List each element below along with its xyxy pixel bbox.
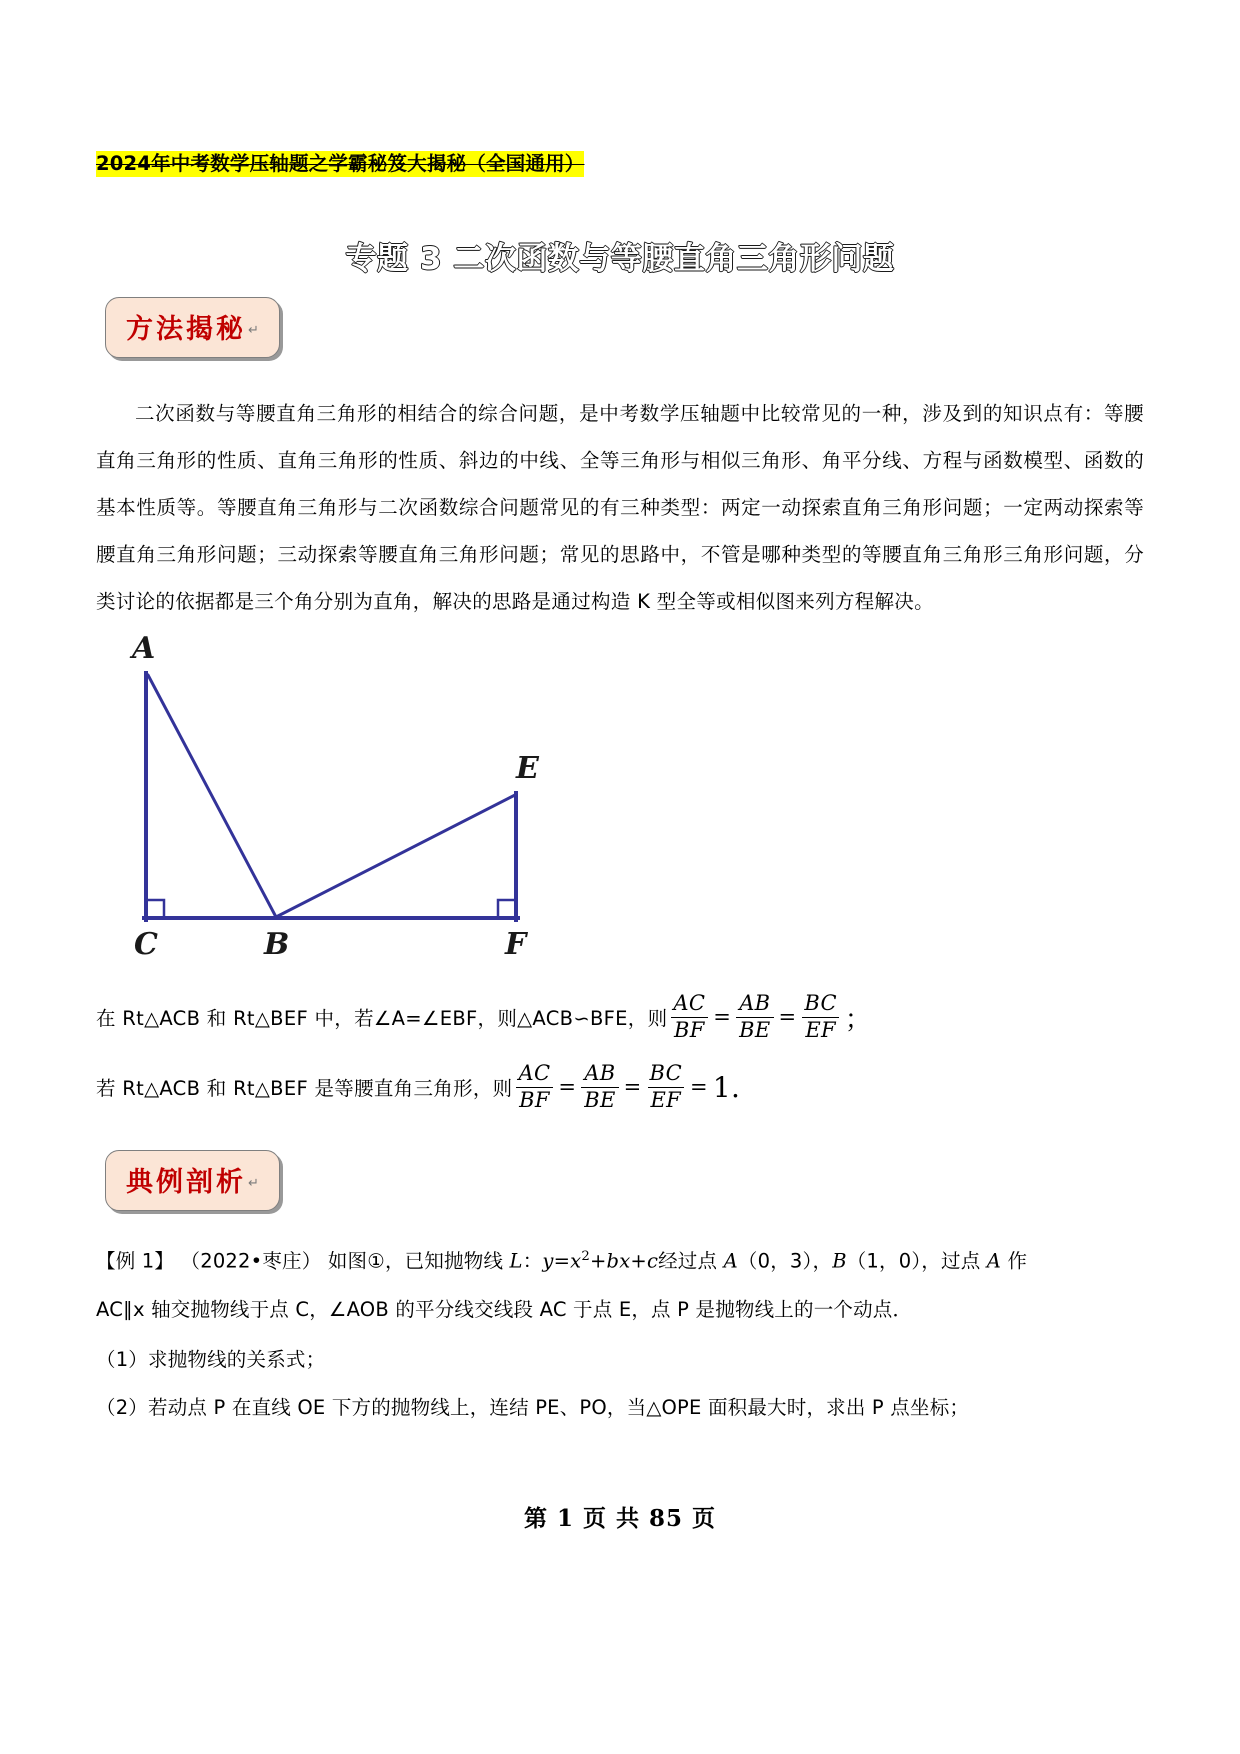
example-text-a: 如图①，已知抛物线: [327, 1249, 510, 1273]
intro-paragraph: 二次函数与等腰直角三角形的相结合的综合问题，是中考数学压轴题中比较常见的一种，涉及到的知识点有：等腰直角三角形的性质、直角三角形的性质、斜边的中线、全等三角形与相似三角形、角平分线、方程与函数模型、函数的基本性质等。等腰直角三角形与二次函数综合问题常见的有三种类型：两定一动探索直角三角形问题；一定两动探索等腰直角三角形问题；三动探索等腰直角三角形问题；常见的思路中，不管是哪种类型的等腰直角三角形三角形问题，分类讨论的依据都是三个角分别为直角，解决的思路是通过构造 K 型全等或相似图来列方程解决。: [96, 401, 1144, 613]
equals-sign: =: [623, 1075, 642, 1100]
example-source: （2022•枣庄）: [180, 1249, 322, 1273]
math-poly-tail: +bx+c: [590, 1249, 659, 1273]
vertex-label-C: C: [134, 927, 158, 958]
fraction-AB-over-BE-2: [581, 1062, 618, 1112]
math-equals: =: [553, 1249, 571, 1273]
vertex-label-B: B: [264, 927, 290, 958]
comma-1: ，: [812, 1249, 833, 1273]
section-heading-examples-label: 典例剖析: [126, 1167, 246, 1198]
segment-BE: [276, 795, 515, 917]
segment-AB: [148, 675, 276, 917]
section-heading-method-label: 方法揭秘: [126, 314, 246, 345]
example-problem-line-1: [96, 1235, 1144, 1284]
ratio-statement-1-suffix: ；: [844, 1004, 872, 1035]
fraction-numerator: BC: [804, 991, 837, 1015]
fraction-AC-over-BF-2: [515, 1062, 553, 1112]
equals-sign: =: [558, 1075, 577, 1100]
math-var-y: y: [542, 1249, 554, 1273]
right-angle-mark-F: [498, 900, 516, 918]
pilcrow-mark: ↵: [248, 323, 259, 338]
fraction-numerator: BC: [649, 1061, 683, 1085]
fraction-BC-over-EF-1: [801, 992, 840, 1042]
equals-sign-final: =: [690, 1075, 708, 1100]
fraction-denominator: BE: [736, 1017, 773, 1043]
example-text-b: 经过点: [658, 1249, 724, 1273]
ratio-statement-2-prefix: 若 Rt△ACB 和 Rt△BEF 是等腰直角三角形，则: [96, 1077, 513, 1101]
fraction-AC-over-BF-1: [670, 992, 708, 1042]
fraction-BC-over-EF-2: [647, 1062, 686, 1112]
math-var-L: L: [509, 1249, 523, 1273]
running-header-text: 2024年中考数学压轴题之学霸秘笈大揭秘（全国通用）: [96, 152, 585, 175]
ratio-statement-1-prefix: 在 Rt△ACB 和 Rt△BEF 中，若∠A=∠EBF，则△ACB∽BFE，则: [96, 1007, 668, 1031]
fraction-denominator: BF: [671, 1017, 708, 1043]
math-point-A2: A: [986, 1249, 1002, 1273]
example-text-d: 作: [1001, 1249, 1028, 1273]
math-var-x: x: [570, 1249, 582, 1273]
right-angle-mark-C: [146, 900, 164, 918]
fraction-AB-over-BE-1: [736, 992, 773, 1042]
fraction-numerator: AC: [518, 1061, 551, 1085]
fraction-numerator: AB: [584, 1061, 616, 1085]
vertex-label-E: E: [516, 751, 539, 786]
point-A-coords: （0，3）: [737, 1249, 813, 1273]
ratio-statement-1: [96, 992, 1144, 1042]
running-header: [96, 148, 584, 176]
geometry-figure-ktype: [96, 628, 596, 958]
fraction-numerator: AB: [739, 991, 771, 1015]
fraction-denominator: BF: [516, 1087, 553, 1113]
fraction-numerator: AC: [673, 991, 706, 1015]
pilcrow-mark: ↵: [248, 1176, 259, 1191]
example-question-1: （1）求抛物线的关系式；: [96, 1348, 326, 1371]
fraction-denominator: EF: [648, 1087, 685, 1113]
math-colon: ：: [522, 1249, 543, 1273]
example-text-c: ，过点: [921, 1249, 987, 1273]
equals-sign: =: [778, 1005, 797, 1030]
page-title: 专题 3 二次函数与等腰直角三角形问题: [345, 240, 895, 277]
section-heading-method: [105, 297, 280, 358]
math-point-A: A: [723, 1249, 738, 1273]
math-point-B: B: [832, 1249, 847, 1273]
section-heading-examples: [105, 1150, 280, 1211]
fraction-denominator: EF: [802, 1017, 839, 1043]
vertex-label-A: A: [132, 631, 156, 666]
math-exponent-2: 2: [581, 1249, 591, 1264]
equals-sign: =: [713, 1005, 732, 1030]
ratio-statement-2-suffix: 1.: [712, 1070, 741, 1104]
example-question-2: （2）若动点 P 在直线 OE 下方的抛物线上，连结 PE、PO，当△OPE 面积最大时，求出 P 点坐标；: [96, 1396, 970, 1419]
vertex-label-F: F: [505, 927, 527, 958]
ktype-svg: [96, 628, 596, 958]
point-B-coords: （1，0）: [846, 1249, 922, 1273]
fraction-denominator: BE: [581, 1087, 618, 1113]
page-footer: 第 1 页 共 85 页: [523, 1505, 717, 1532]
ratio-statement-2: [96, 1062, 1144, 1112]
example-tag: 【例 1】: [96, 1249, 175, 1273]
example-problem-line-2: AC∥x 轴交抛物线于点 C，∠AOB 的平分线交线段 AC 于点 E，点 P 是抛物线上的一个动点．: [96, 1298, 913, 1321]
